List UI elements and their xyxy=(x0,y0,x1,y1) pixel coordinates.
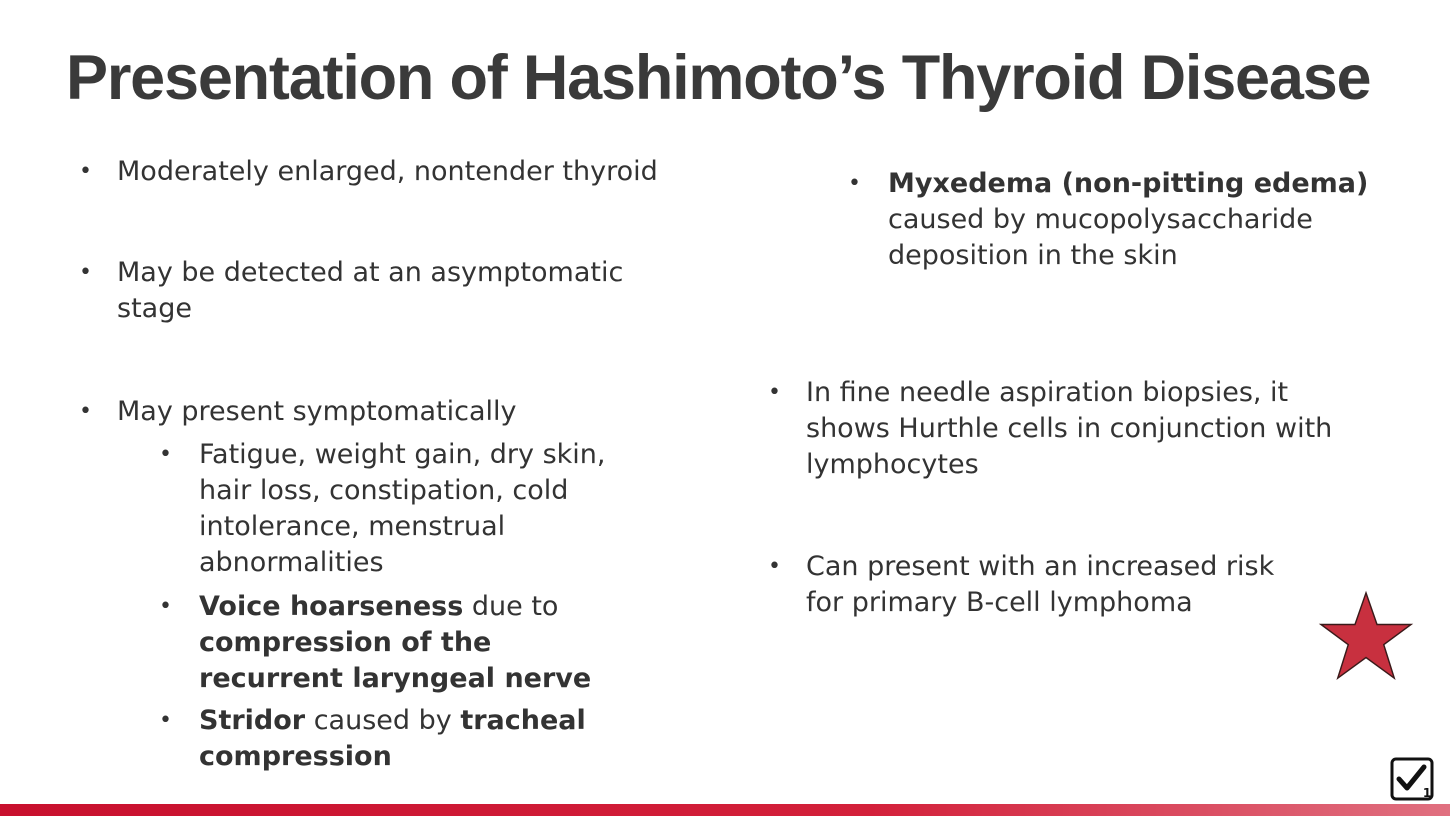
star-icon xyxy=(1318,590,1414,682)
bold-text: Voice hoarseness xyxy=(199,591,464,622)
bullet-dot: • xyxy=(768,554,781,579)
bold-text: Stridor xyxy=(199,705,306,736)
bold-text: tracheal compression xyxy=(199,705,586,772)
bullet-fna-biopsy xyxy=(768,375,1366,483)
bullet-dot: • xyxy=(159,442,172,467)
bullet-dot: • xyxy=(159,594,172,619)
checkbox-digit: 1 xyxy=(1422,786,1432,800)
sub-bullet-symptoms xyxy=(159,437,619,581)
plain-text: caused by xyxy=(305,705,461,736)
plain-text: due to xyxy=(463,591,559,622)
bullet-enlarged-thyroid xyxy=(79,154,717,190)
bullet-text: May be detected at an asymptomatic stage xyxy=(117,257,624,324)
bullet-text: Fatigue, weight gain, dry skin, hair loss, constipation, cold intolerance, menstrual abnormalities xyxy=(199,439,606,578)
bullet-dot: • xyxy=(79,399,92,424)
bottom-accent-bar xyxy=(0,804,1450,816)
bullet-dot: • xyxy=(79,159,92,184)
plain-text: caused by mucopolysaccharide deposition in the skin xyxy=(888,204,1313,271)
bullet-text: Moderately enlarged, nontender thyroid xyxy=(117,156,658,187)
bullet-symptomatic xyxy=(79,394,677,430)
bullet-myxedema xyxy=(848,166,1378,274)
bullet-text: Can present with an increased risk for primary B-cell lymphoma xyxy=(806,551,1275,618)
bullet-lymphoma-risk xyxy=(768,549,1306,621)
sub-bullet-stridor xyxy=(159,703,619,775)
bullet-text: May present symptomatically xyxy=(117,396,517,427)
bullet-dot: • xyxy=(79,260,92,285)
bold-text: compression of the recurrent laryngeal nerve xyxy=(199,627,592,694)
slide-title: Presentation of Hashimoto’s Thyroid Disease xyxy=(66,43,1371,113)
bullet-text: In fine needle aspiration biopsies, it shows Hurthle cells in conjunction with lymphocytes xyxy=(806,377,1333,480)
bullet-dot: • xyxy=(159,708,172,733)
bold-text: Myxedema (non-pitting edema) xyxy=(888,168,1369,199)
bullet-dot: • xyxy=(768,380,781,405)
bullet-asymptomatic xyxy=(79,255,647,327)
checkbox-icon[interactable] xyxy=(1390,757,1434,801)
bullet-dot: • xyxy=(848,171,861,196)
sub-bullet-voice-hoarseness xyxy=(159,589,639,697)
